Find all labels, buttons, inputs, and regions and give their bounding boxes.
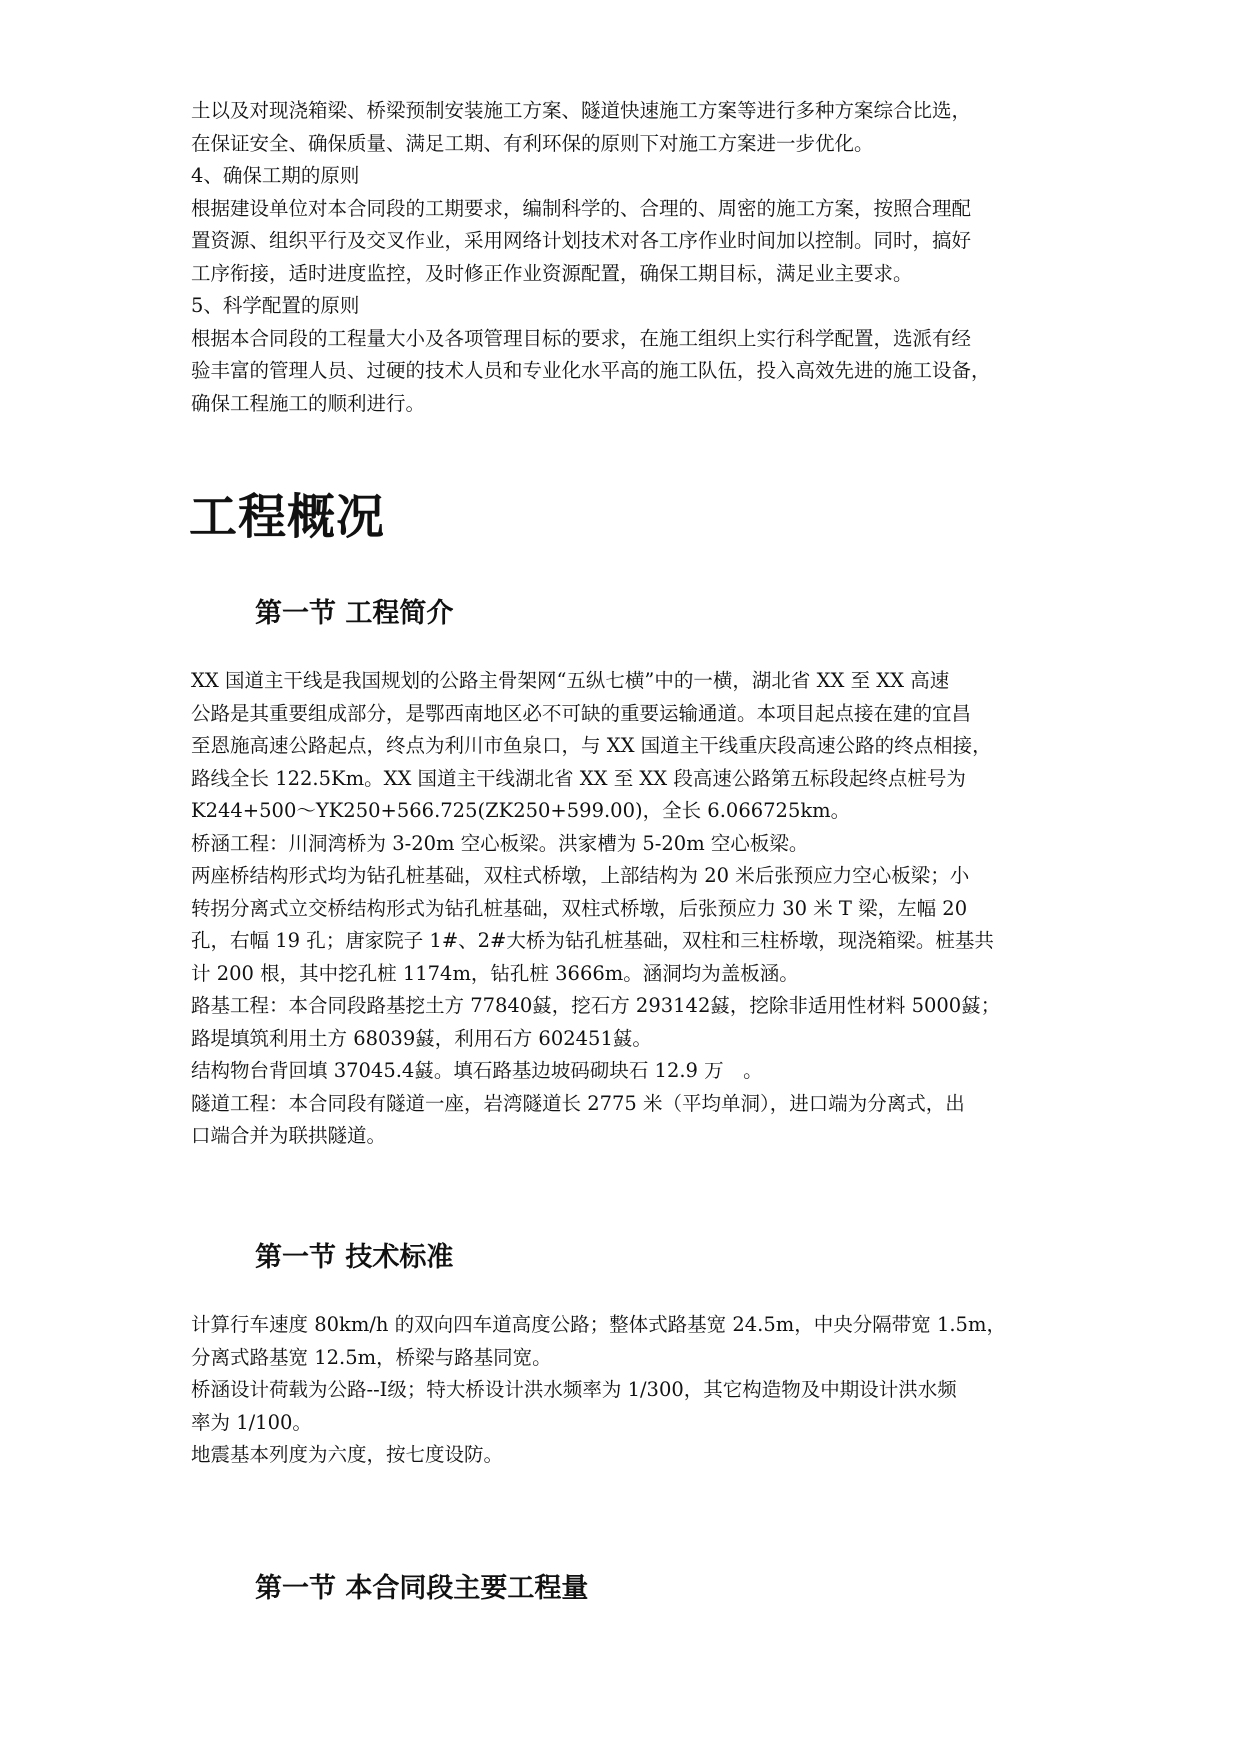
text-line: 路基工程：本合同段路基挖土方 77840䵾，挖石方 293142䵾，挖除非适用性材料 5000䵾； [191, 994, 1001, 1017]
text-line: 置资源、组织平行及交叉作业，采用网络计划技术对各工序作业时间加以控制。同时，搞好 [191, 229, 972, 252]
text-line: 根据建设单位对本合同段的工期要求，编制科学的、合理的、周密的施工方案，按照合理配 [191, 196, 972, 220]
text-line: 地震基本列度为六度，按七度设防。 [191, 1443, 504, 1466]
text-line: 隧道工程：本合同段有隧道一座，岩湾隧道长 2775 米（平均单洞），进口端为分离式，出 [191, 1091, 965, 1115]
text-line: 口端合并为联拱隧道。 [191, 1124, 387, 1147]
text-line: 桥涵设计荷载为公路--Ⅰ级；特大桥设计洪水频率为 1/300，其它构造物及中期设计洪水频 [191, 1378, 957, 1401]
section-heading-quantities: 第一节 本合同段主要工程量 [255, 1573, 589, 1604]
chapter-title: 工程概况 [189, 489, 386, 545]
text-line: 路堤填筑利用土方 68039䵾，利用石方 602451䵾。 [191, 1026, 652, 1050]
intro-text-block [191, 95, 1063, 420]
text-line: 验丰富的管理人员、过硬的技术人员和专业化水平高的施工队伍，投入高效先进的施工设备， [191, 359, 991, 382]
text-line: 孔，右幅 19 孔；唐家院子 1#、2#大桥为钻孔桩基础，双柱和三柱桥墩，现浇箱梁。桩基共 [191, 929, 994, 952]
section-heading-overview: 第一节 工程简介 [255, 598, 454, 629]
text-line: 转拐分离式立交桥结构形式为钻孔桩基础，双柱式桥墩，后张预应力 30 米 T 梁，左幅 20 [191, 896, 968, 920]
text-line: 率为 1/100。 [191, 1410, 312, 1434]
text-line: XX 国道主干线是我国规划的公路主骨架网“五纵七横”中的一横，湖北省 XX 至 XX 高速 [191, 669, 950, 692]
standards-text-block [191, 1309, 1063, 1472]
text-line: 计 200 根，其中挖孔桩 1174m，钻孔桩 3666m。涵洞均为盖板涵。 [191, 961, 799, 985]
text-line: 4、确保工期的原则 [191, 164, 360, 187]
section-heading-standards: 第一节 技术标准 [255, 1242, 454, 1273]
text-line: 根据本合同段的工程量大小及各项管理目标的要求，在施工组织上实行科学配置，选派有经 [191, 326, 972, 350]
text-line: 确保工程施工的顺利进行。 [191, 391, 426, 415]
text-line: 土以及对现浇箱梁、桥梁预制安装施工方案、隧道快速施工方案等进行多种方案综合比选， [191, 99, 972, 122]
text-line: 分离式路基宽 12.5m，桥梁与路基同宽。 [191, 1345, 552, 1369]
text-line: 在保证安全、确保质量、满足工期、有利环保的原则下对施工方案进一步优化。 [191, 131, 874, 155]
text-line: K244+500～YK250+566.725(ZK250+599.00)，全长 6.066725km。 [191, 799, 851, 822]
text-line: 计算行车速度 80km/h 的双向四车道高度公路；整体式路基宽 24.5m，中央分隔带宽 1.5m， [191, 1313, 1006, 1336]
overview-text-block [191, 665, 1063, 1153]
text-line: 结构物台背回填 37045.4䵾。填石路基边坡码砌块石 12.9 万 。 [191, 1059, 763, 1082]
text-line: 至恩施高速公路起点，终点为利川市鱼泉口，与 XX 国道主干线重庆段高速公路的终点相接， [191, 734, 992, 757]
text-line: 两座桥结构形式均为钻孔桩基础，双柱式桥墩，上部结构为 20 米后张预应力空心板梁；小 [191, 864, 970, 887]
text-line: 公路是其重要组成部分，是鄂西南地区必不可缺的重要运输通道。本项目起点接在建的宜昌 [191, 701, 972, 725]
text-line: 路线全长 122.5Km。XX 国道主干线湖北省 XX 至 XX 段高速公路第五标段起终点桩号为 [191, 766, 966, 790]
text-line: 工序衔接，适时进度监控，及时修正作业资源配置，确保工期目标，满足业主要求。 [191, 261, 913, 285]
text-line: 桥涵工程：川洞湾桥为 3-20m 空心板梁。洪家槽为 5-20m 空心板梁。 [191, 831, 809, 855]
text-line: 5、科学配置的原则 [191, 294, 360, 317]
